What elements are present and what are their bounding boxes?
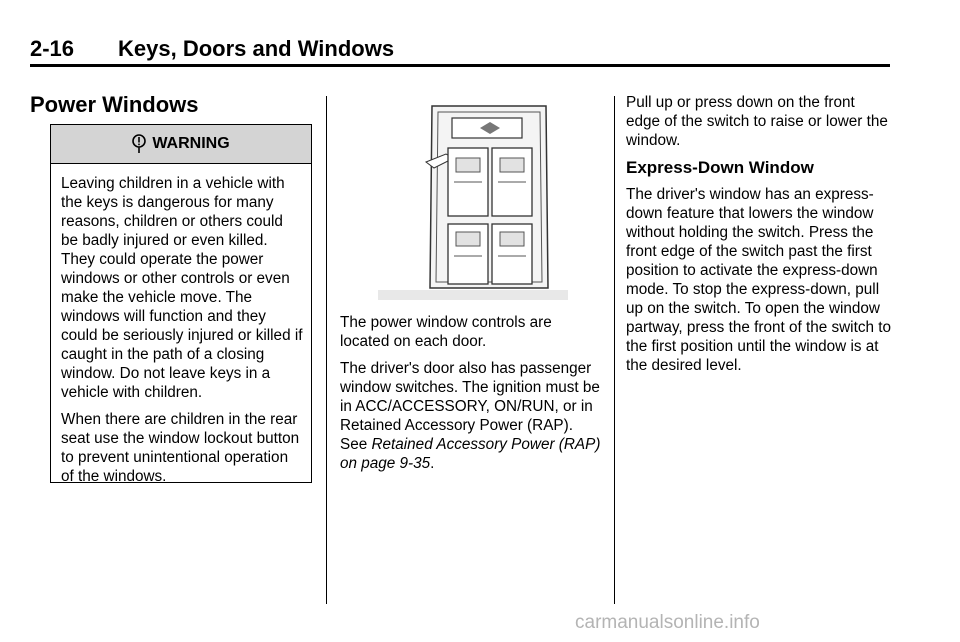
middle-paragraph-2-text: The driver's door also has passenger window switches. The ignition must be in ACC/ACCESSORY, ON/RUN, or in Retained Accessory Power (RAP). See	[340, 360, 600, 453]
warning-box	[50, 124, 312, 483]
right-paragraph-2: The driver's window has an express-down feature that lowers the window without holding the switch. Press the front edge of the switch past the first position to activate the express-down mode. To stop the express-down, pull up on the switch. To open the window partway, press the front of the switch to the first position until the window is at the desired level.	[626, 186, 891, 374]
column-divider-right	[614, 96, 615, 604]
middle-column	[340, 313, 602, 481]
right-column	[626, 93, 892, 383]
door-window-switch-panel-illustration	[372, 100, 572, 308]
section-title: Power Windows	[30, 92, 199, 117]
middle-paragraph-1: The power window controls are located on each door.	[340, 314, 552, 350]
warning-body	[51, 164, 311, 486]
right-paragraph-1: Pull up or press down on the front edge of the switch to raise or lower the window.	[626, 94, 888, 149]
door-switch-figure	[372, 100, 572, 308]
watermark: carmanualsonline.info	[575, 612, 760, 633]
middle-paragraph-2-end: .	[430, 455, 435, 472]
warning-header	[51, 125, 311, 164]
express-down-heading: Express-Down Window	[626, 158, 814, 177]
warning-paragraph-2: When there are children in the rear seat use the window lockout button to prevent unintentional operation of the windows.	[61, 411, 300, 485]
chapter-title: Keys, Doors and Windows	[118, 36, 395, 61]
header-rule	[30, 64, 890, 67]
page-number: 2-16	[30, 36, 75, 61]
middle-paragraph-2	[340, 359, 602, 473]
warning-label: WARNING	[152, 135, 230, 152]
warning-icon	[132, 134, 146, 154]
rap-page-reference-link[interactable]: Retained Accessory Power (RAP) on page 9-35	[340, 436, 601, 472]
page-header	[30, 36, 394, 62]
column-divider-left	[326, 96, 327, 604]
warning-paragraph-1: Leaving children in a vehicle with the keys is dangerous for many reasons, children or others could be badly injured or even killed. They could operate the power windows or other controls or even make the vehicle move. The windows will function and they could be seriously injured or killed if caught in the path of a closing window. Do not leave keys in a vehicle with children.	[61, 175, 303, 401]
